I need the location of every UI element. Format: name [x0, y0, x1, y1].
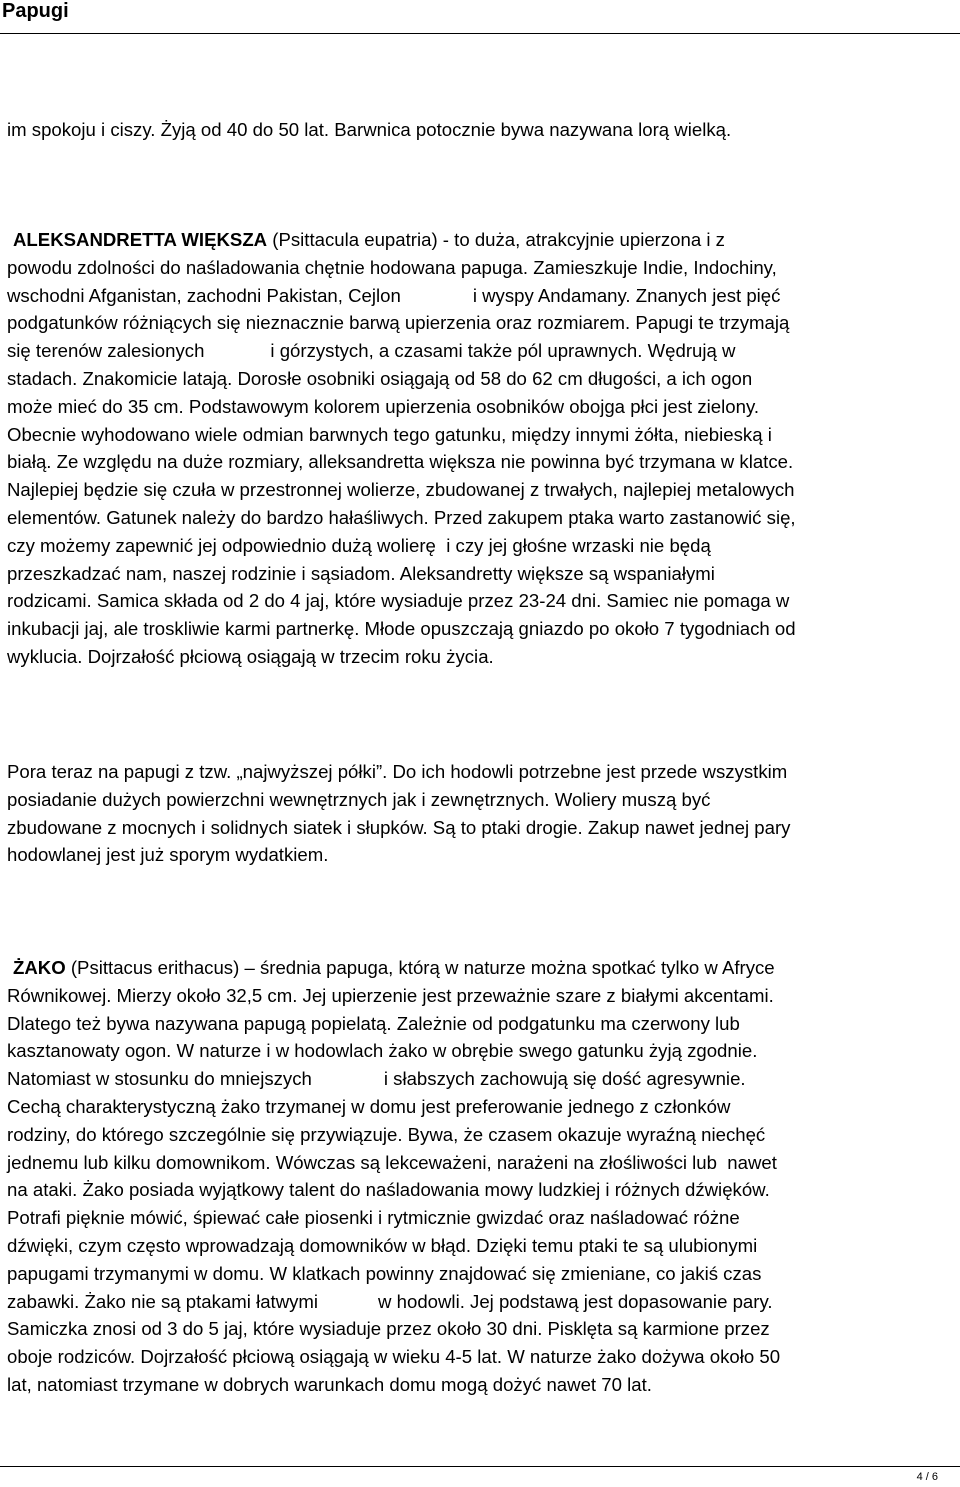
text-line — [7, 1065, 957, 1093]
paragraph-najwyzsza-polka — [7, 758, 957, 869]
text-line: jednemu lub kilku domownikom. Wówczas są lekceważeni, narażeni na złośliwości lub nawet — [7, 1151, 777, 1173]
paragraph-aleksandretta — [7, 226, 957, 671]
text-segment: zabawki. Żako nie są ptakami łatwymi — [7, 1290, 319, 1312]
text-line: czy możemy zapewnić jej odpowiednio dużą wolierę i czy jej głośne wrzaski nie będą — [7, 534, 711, 556]
page-number: 4 / 6 — [916, 1471, 938, 1483]
text-segment: i wyspy Andamany. Znanych jest pięć — [472, 284, 781, 306]
text-line: inkubacji jaj, ale troskliwie karmi partnerkę. Młode opuszczają gniazdo po około 7 tygodniach od — [7, 618, 796, 640]
text-line: im spokoju i ciszy. Żyją od 40 do 50 lat. Barwnica potocznie bywa nazywana lorą wielką. — [7, 119, 732, 140]
text-line: Potrafi pięknie mówić, śpiewać całe piosenki i rytmicznie gwizdać oraz naśladować różne — [7, 1207, 740, 1229]
text-segment: Natomiast w stosunku do mniejszych — [7, 1068, 312, 1090]
text-line: kasztanowaty ogon. W naturze i w hodowlach żako w obrębie swego gatunku żyją zgodnie. — [7, 1040, 758, 1062]
text-line: posiadanie dużych powierzchni wewnętrznych jak i zewnętrznych. Woliery muszą być — [7, 788, 711, 810]
paragraph-zako — [7, 954, 957, 1399]
text-segment: się terenów zalesionych — [7, 340, 205, 362]
species-name: ALEKSANDRETTA WIĘKSZA — [13, 229, 268, 250]
text-segment: wschodni Afganistan, zachodni Pakistan, Cejlon — [7, 284, 401, 306]
text-line: zbudowane z mocnych i solidnych siatek i słupków. Są to ptaki drogie. Zakup nawet jednej pary — [7, 816, 791, 838]
text-line: lat, natomiast trzymane w dobrych warunkach domu mogą dożyć nawet 70 lat. — [7, 1373, 652, 1395]
text-line: wyklucia. Dojrzałość płciową osiągają w trzecim roku życia. — [7, 645, 494, 667]
species-description: (Psittacus erithacus) – średnia papuga, którą w naturze można spotkać tylko w Afryce — [65, 957, 775, 978]
header-divider — [0, 33, 960, 34]
text-line: powodu zdolności do naśladowania chętnie hodowana papuga. Zamieszkuje Indie, Indochiny, — [7, 256, 777, 278]
text-line: Równikowej. Mierzy około 32,5 cm. Jej upierzenie jest przeważnie szare z białymi akcentami. — [7, 984, 774, 1006]
text-line: stadach. Znakomicie latają. Dorosłe osobniki osiągają od 58 do 62 cm długości, a ich ogon — [7, 367, 753, 389]
text-segment: i górzystych, a czasami także pól uprawnych. Wędrują w — [270, 340, 736, 362]
text-line: Samiczka znosi od 3 do 5 jaj, które wysiaduje przez około 30 dni. Pisklęta są karmione przez — [7, 1318, 770, 1340]
text-line: Pora teraz na papugi z tzw. „najwyższej półki”. Do ich hodowli potrzebne jest przede wszystkim — [7, 761, 788, 782]
text-line: papugami trzymanymi w domu. W klatkach powinny znajdować się zmieniane, co jakiś czas — [7, 1262, 762, 1284]
text-line: Najlepiej będzie się czuła w przestronnej wolierze, zbudowanej z trwałych, najlepiej metalowych — [7, 479, 795, 501]
text-line: rodzicami. Samica składa od 2 do 4 jaj, które wysiaduje przez 23-24 dni. Samiec nie pomaga w — [7, 590, 790, 612]
text-line: białą. Ze względu na duże rozmiary, alleksandretta większa nie powinna być trzymana w klatce. — [7, 451, 794, 473]
text-line: elementów. Gatunek należy do bardzo hałaśliwych. Przed zakupem ptaka warto zastanowić się, — [7, 506, 796, 528]
species-description: (Psittacula eupatria) - to duża, atrakcyjnie upierzona i z — [267, 229, 725, 250]
text-line: Cechą charakterystyczną żako trzymanej w domu jest preferowanie jednego z członków — [7, 1095, 731, 1117]
page-title: Papugi — [2, 0, 69, 22]
text-line: przeszkadzać nam, naszej rodzinie i sąsiadom. Aleksandretty większe są wspaniałymi — [7, 562, 715, 584]
text-line — [7, 954, 957, 982]
text-line: może mieć do 35 cm. Podstawowym kolorem upierzenia osobników obojga płci jest zielony. — [7, 395, 760, 417]
text-line: rodziny, do którego szczególnie się przywiązuje. Bywa, że czasem okazuje wyraźną niechęć — [7, 1123, 766, 1145]
species-name: ŻAKO — [13, 957, 66, 978]
paragraph-1 — [7, 116, 957, 144]
text-line: na ataki. Żako posiada wyjątkowy talent do naśladowania mowy ludzkiej i różnych dźwięków. — [7, 1179, 770, 1201]
text-line: podgatunków różniących się nieznacznie barwą upierzenia oraz rozmiarem. Papugi te trzymają — [7, 312, 790, 334]
text-line: hodowlanej jest już sporym wydatkiem. — [7, 844, 329, 866]
text-line — [7, 1288, 957, 1316]
text-segment: w hodowli. Jej podstawą jest dopasowanie pary. — [378, 1290, 773, 1312]
text-line: oboje rodziców. Dojrzałość płciową osiągają w wieku 4-5 lat. W naturze żako dożywa około 50 — [7, 1346, 781, 1368]
text-line: Dlatego też bywa nazywana papugą popielatą. Zależnie od podgatunku ma czerwony lub — [7, 1012, 740, 1034]
text-line — [7, 282, 957, 310]
text-line: dźwięki, czym często wprowadzają domowników w błąd. Dzięki temu ptaki te są ulubionymi — [7, 1234, 758, 1256]
text-line: Obecnie wyhodowano wiele odmian barwnych tego gatunku, między innymi żółta, niebieską i — [7, 423, 772, 445]
text-line — [7, 337, 957, 365]
text-segment: i słabszych zachowują się dość agresywnie. — [383, 1068, 746, 1090]
text-line — [7, 226, 957, 254]
footer-divider — [0, 1466, 960, 1467]
